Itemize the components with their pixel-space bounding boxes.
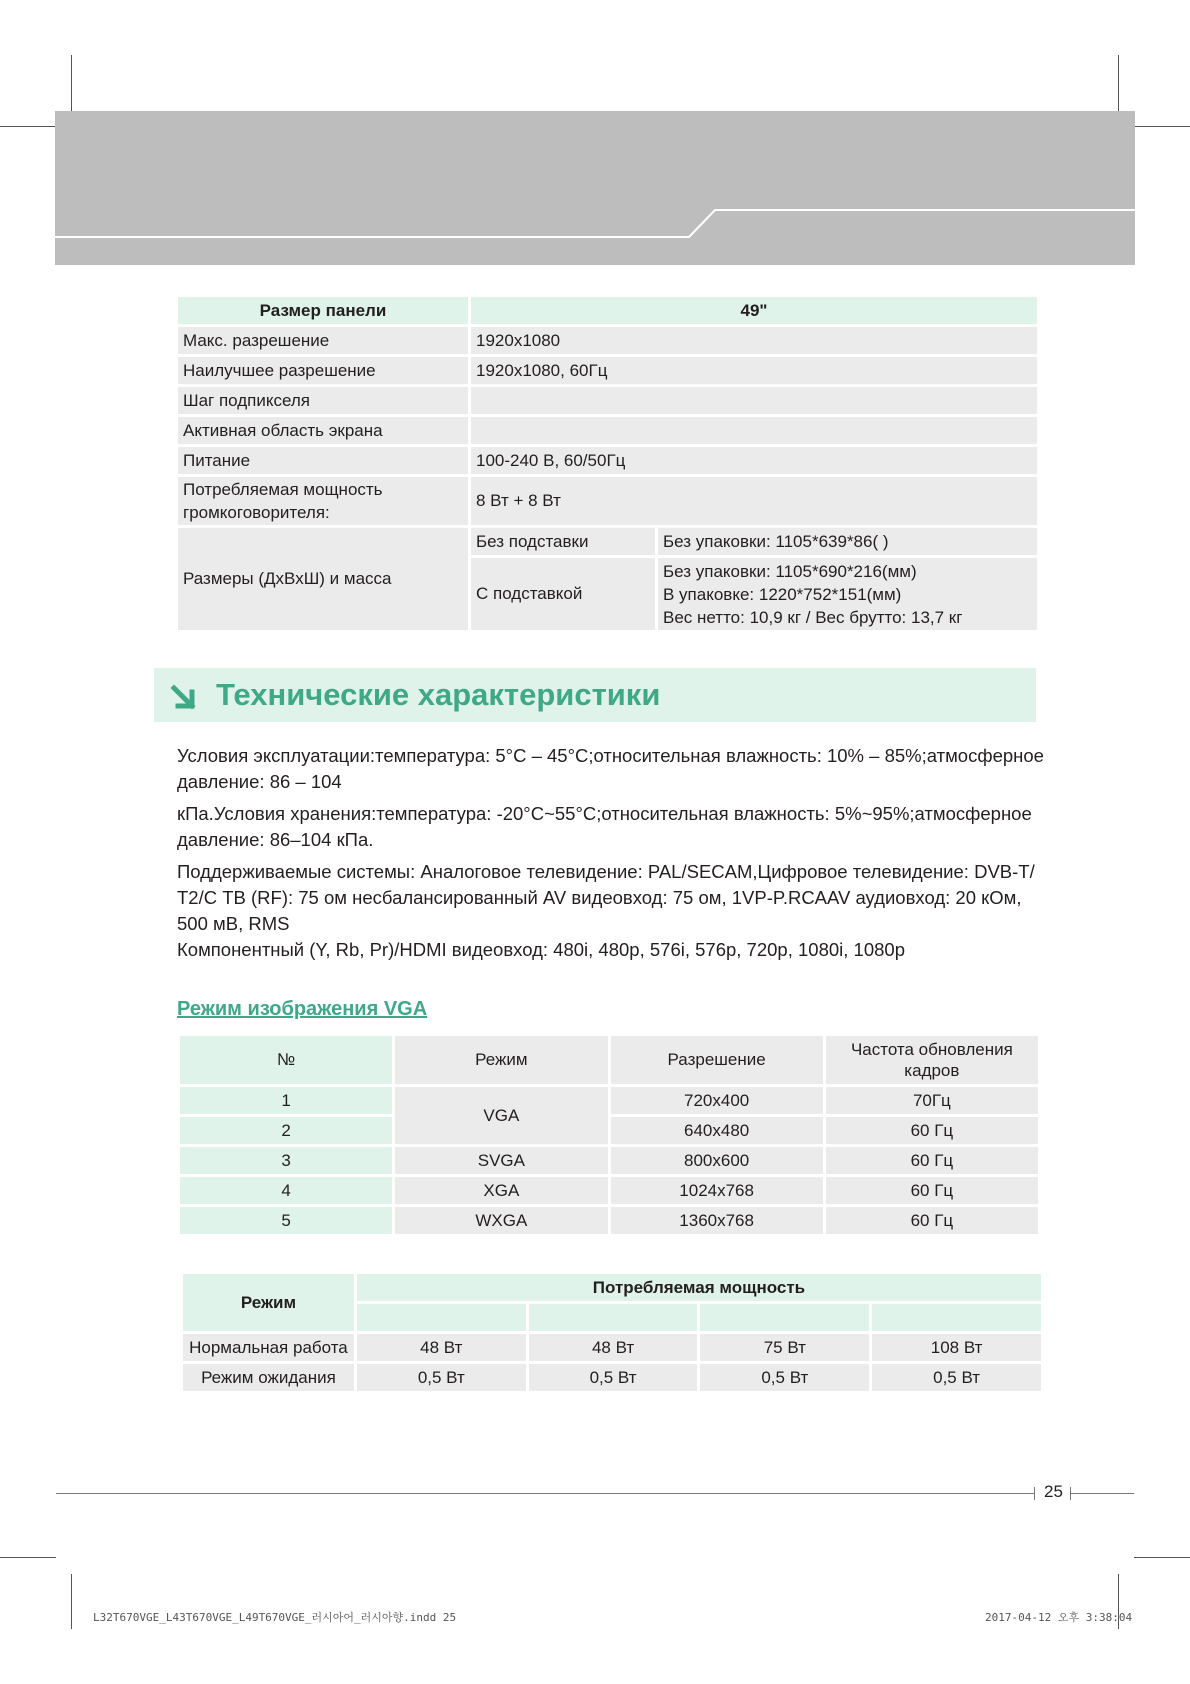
power-value: 0,5 Вт <box>700 1364 869 1391</box>
vga-mode: WXGA <box>395 1207 607 1234</box>
power-value: 48 Вт <box>357 1334 526 1361</box>
dimensions-label: Размеры (ДхВхШ) и масса <box>178 528 468 630</box>
table-row <box>180 1147 1038 1174</box>
power-row-label: Режим ожидания <box>183 1364 354 1391</box>
table-row <box>180 1207 1038 1234</box>
page-rule-tick <box>1034 1487 1035 1500</box>
spec-label-line: Потребляемая мощность <box>183 480 383 499</box>
paragraph-supported-systems: Поддерживаемые системы: Аналоговое телевидение: PAL/SECAM,Цифровое телевидение: DVB-T/ T2/C ТВ (RF): 75 ом несбалансированный AV видеовход: 75 ом, 1VP-P.RCAAV аудиовход: 20 кОм, 500 мВ, RMS <box>177 861 1035 934</box>
table-header-row <box>180 1036 1038 1084</box>
vga-refresh: 60 Гц <box>826 1147 1038 1174</box>
vga-mode: VGA <box>395 1087 607 1144</box>
power-subheader <box>700 1304 869 1331</box>
power-value: 108 Вт <box>872 1334 1041 1361</box>
vga-header-resolution: Разрешение <box>611 1036 823 1084</box>
power-mode-header: Режим <box>183 1274 354 1331</box>
spec-value: 8 Вт + 8 Вт <box>471 477 1037 525</box>
paragraph-component-input: Компонентный (Y, Rb, Pr)/HDMI видеовход: 480i, 480p, 576i, 576p, 720p, 1080i, 1080p <box>177 939 905 960</box>
with-stand-line: В упаковке: 1220*752*151(мм) <box>663 584 902 604</box>
with-stand-line: Без упаковки: 1105*690*216(мм) <box>663 561 917 581</box>
vga-header-refresh-line: кадров <box>904 1061 960 1080</box>
without-stand-value: Без упаковки: 1105*639*86( ) <box>658 528 1037 555</box>
with-stand-label: С подставкой <box>471 558 655 630</box>
vga-mode: SVGA <box>395 1147 607 1174</box>
footer-timestamp: 2017-04-12 오후 3:38:04 <box>985 1611 1133 1624</box>
spec-value <box>471 387 1037 414</box>
vga-refresh: 60 Гц <box>826 1177 1038 1204</box>
vga-header-refresh <box>826 1036 1038 1084</box>
vga-resolution: 1360x768 <box>611 1207 823 1234</box>
vga-no: 4 <box>180 1177 392 1204</box>
table-row <box>178 297 1037 324</box>
crop-mark <box>1134 126 1190 127</box>
table-row <box>178 447 1037 474</box>
vga-resolution: 640x480 <box>611 1117 823 1144</box>
vga-refresh: 60 Гц <box>826 1207 1038 1234</box>
vga-mode: XGA <box>395 1177 607 1204</box>
page-rule <box>56 1493 1034 1494</box>
spec-header-label: Размер панели <box>178 297 468 324</box>
crop-mark <box>1134 1557 1190 1558</box>
table-row <box>178 417 1037 444</box>
power-table <box>180 1271 1044 1394</box>
without-stand-label: Без подставки <box>471 528 655 555</box>
vga-section-title: Режим изображения VGA <box>177 998 428 1020</box>
vga-no: 1 <box>180 1087 392 1114</box>
vga-header-refresh-line: Частота обновления <box>850 1040 1013 1059</box>
power-value: 0,5 Вт <box>357 1364 526 1391</box>
paragraph-storage-conditions: кПа.Условия хранения:температура: -20°C~55°C;относительная влажность: 5%~95%;атмосферное давление: 86–104 кПа. <box>177 803 1032 850</box>
vga-resolution: 1024x768 <box>611 1177 823 1204</box>
vga-no: 3 <box>180 1147 392 1174</box>
paragraph-operating-conditions: Условия эксплуатации:температура: 5°C – 45°C;относительная влажность: 10% – 85%;атмосферное давление: 86 – 104 <box>177 745 1044 792</box>
vga-table <box>177 1033 1041 1237</box>
power-subheader <box>357 1304 526 1331</box>
table-row <box>178 387 1037 414</box>
crop-mark <box>0 1557 56 1558</box>
spec-value <box>471 417 1037 444</box>
vga-header-no: № <box>180 1036 392 1084</box>
crop-mark <box>0 126 56 127</box>
spec-label: Шаг подпикселя <box>178 387 468 414</box>
spec-label: Активная область экрана <box>178 417 468 444</box>
power-value: 75 Вт <box>700 1334 869 1361</box>
table-row <box>183 1334 1041 1361</box>
power-row-label: Нормальная работа <box>183 1334 354 1361</box>
power-subheader <box>872 1304 1041 1331</box>
section-title: Технические характеристики <box>216 677 661 712</box>
with-stand-value <box>658 558 1037 630</box>
power-subheader <box>529 1304 698 1331</box>
table-row <box>178 528 1037 555</box>
arrow-down-right-icon <box>170 684 198 712</box>
spec-table <box>175 294 1040 633</box>
header-decoration <box>55 111 1135 265</box>
vga-no: 2 <box>180 1117 392 1144</box>
vga-refresh: 60 Гц <box>826 1117 1038 1144</box>
power-value: 0,5 Вт <box>872 1364 1041 1391</box>
table-row <box>183 1364 1041 1391</box>
vga-resolution: 720x400 <box>611 1087 823 1114</box>
vga-no: 5 <box>180 1207 392 1234</box>
spec-value: 1920x1080 <box>471 327 1037 354</box>
table-row <box>178 327 1037 354</box>
table-header-row <box>183 1274 1041 1301</box>
spec-label: Питание <box>178 447 468 474</box>
vga-resolution: 800x600 <box>611 1147 823 1174</box>
crop-mark <box>1118 55 1119 112</box>
table-row <box>180 1117 1038 1144</box>
spec-value: 100-240 В, 60/50Гц <box>471 447 1037 474</box>
table-row <box>178 357 1037 384</box>
table-row <box>180 1177 1038 1204</box>
vga-header-mode: Режим <box>395 1036 607 1084</box>
with-stand-line: Вес нетто: 10,9 кг / Вес брутто: 13,7 кг <box>663 607 963 627</box>
power-value: 48 Вт <box>529 1334 698 1361</box>
page-number: 25 <box>1044 1482 1063 1501</box>
crop-mark <box>71 55 72 112</box>
vga-refresh: 70Гц <box>826 1087 1038 1114</box>
spec-label: Макс. разрешение <box>178 327 468 354</box>
table-row <box>178 477 1037 525</box>
power-consumption-header: Потребляемая мощность <box>357 1274 1041 1301</box>
spec-value: 1920x1080, 60Гц <box>471 357 1037 384</box>
spec-label <box>178 477 468 525</box>
spec-label: Наилучшее разрешение <box>178 357 468 384</box>
crop-mark <box>71 1574 72 1629</box>
table-row <box>180 1087 1038 1114</box>
spec-header-value: 49" <box>471 297 1037 324</box>
power-value: 0,5 Вт <box>529 1364 698 1391</box>
footer-filename: L32T670VGE_L43T670VGE_L49T670VGE_러시아어_러시아향.indd 25 <box>93 1611 457 1624</box>
page-rule <box>1070 1493 1134 1494</box>
spec-label-line: громкоговорителя: <box>183 503 330 522</box>
